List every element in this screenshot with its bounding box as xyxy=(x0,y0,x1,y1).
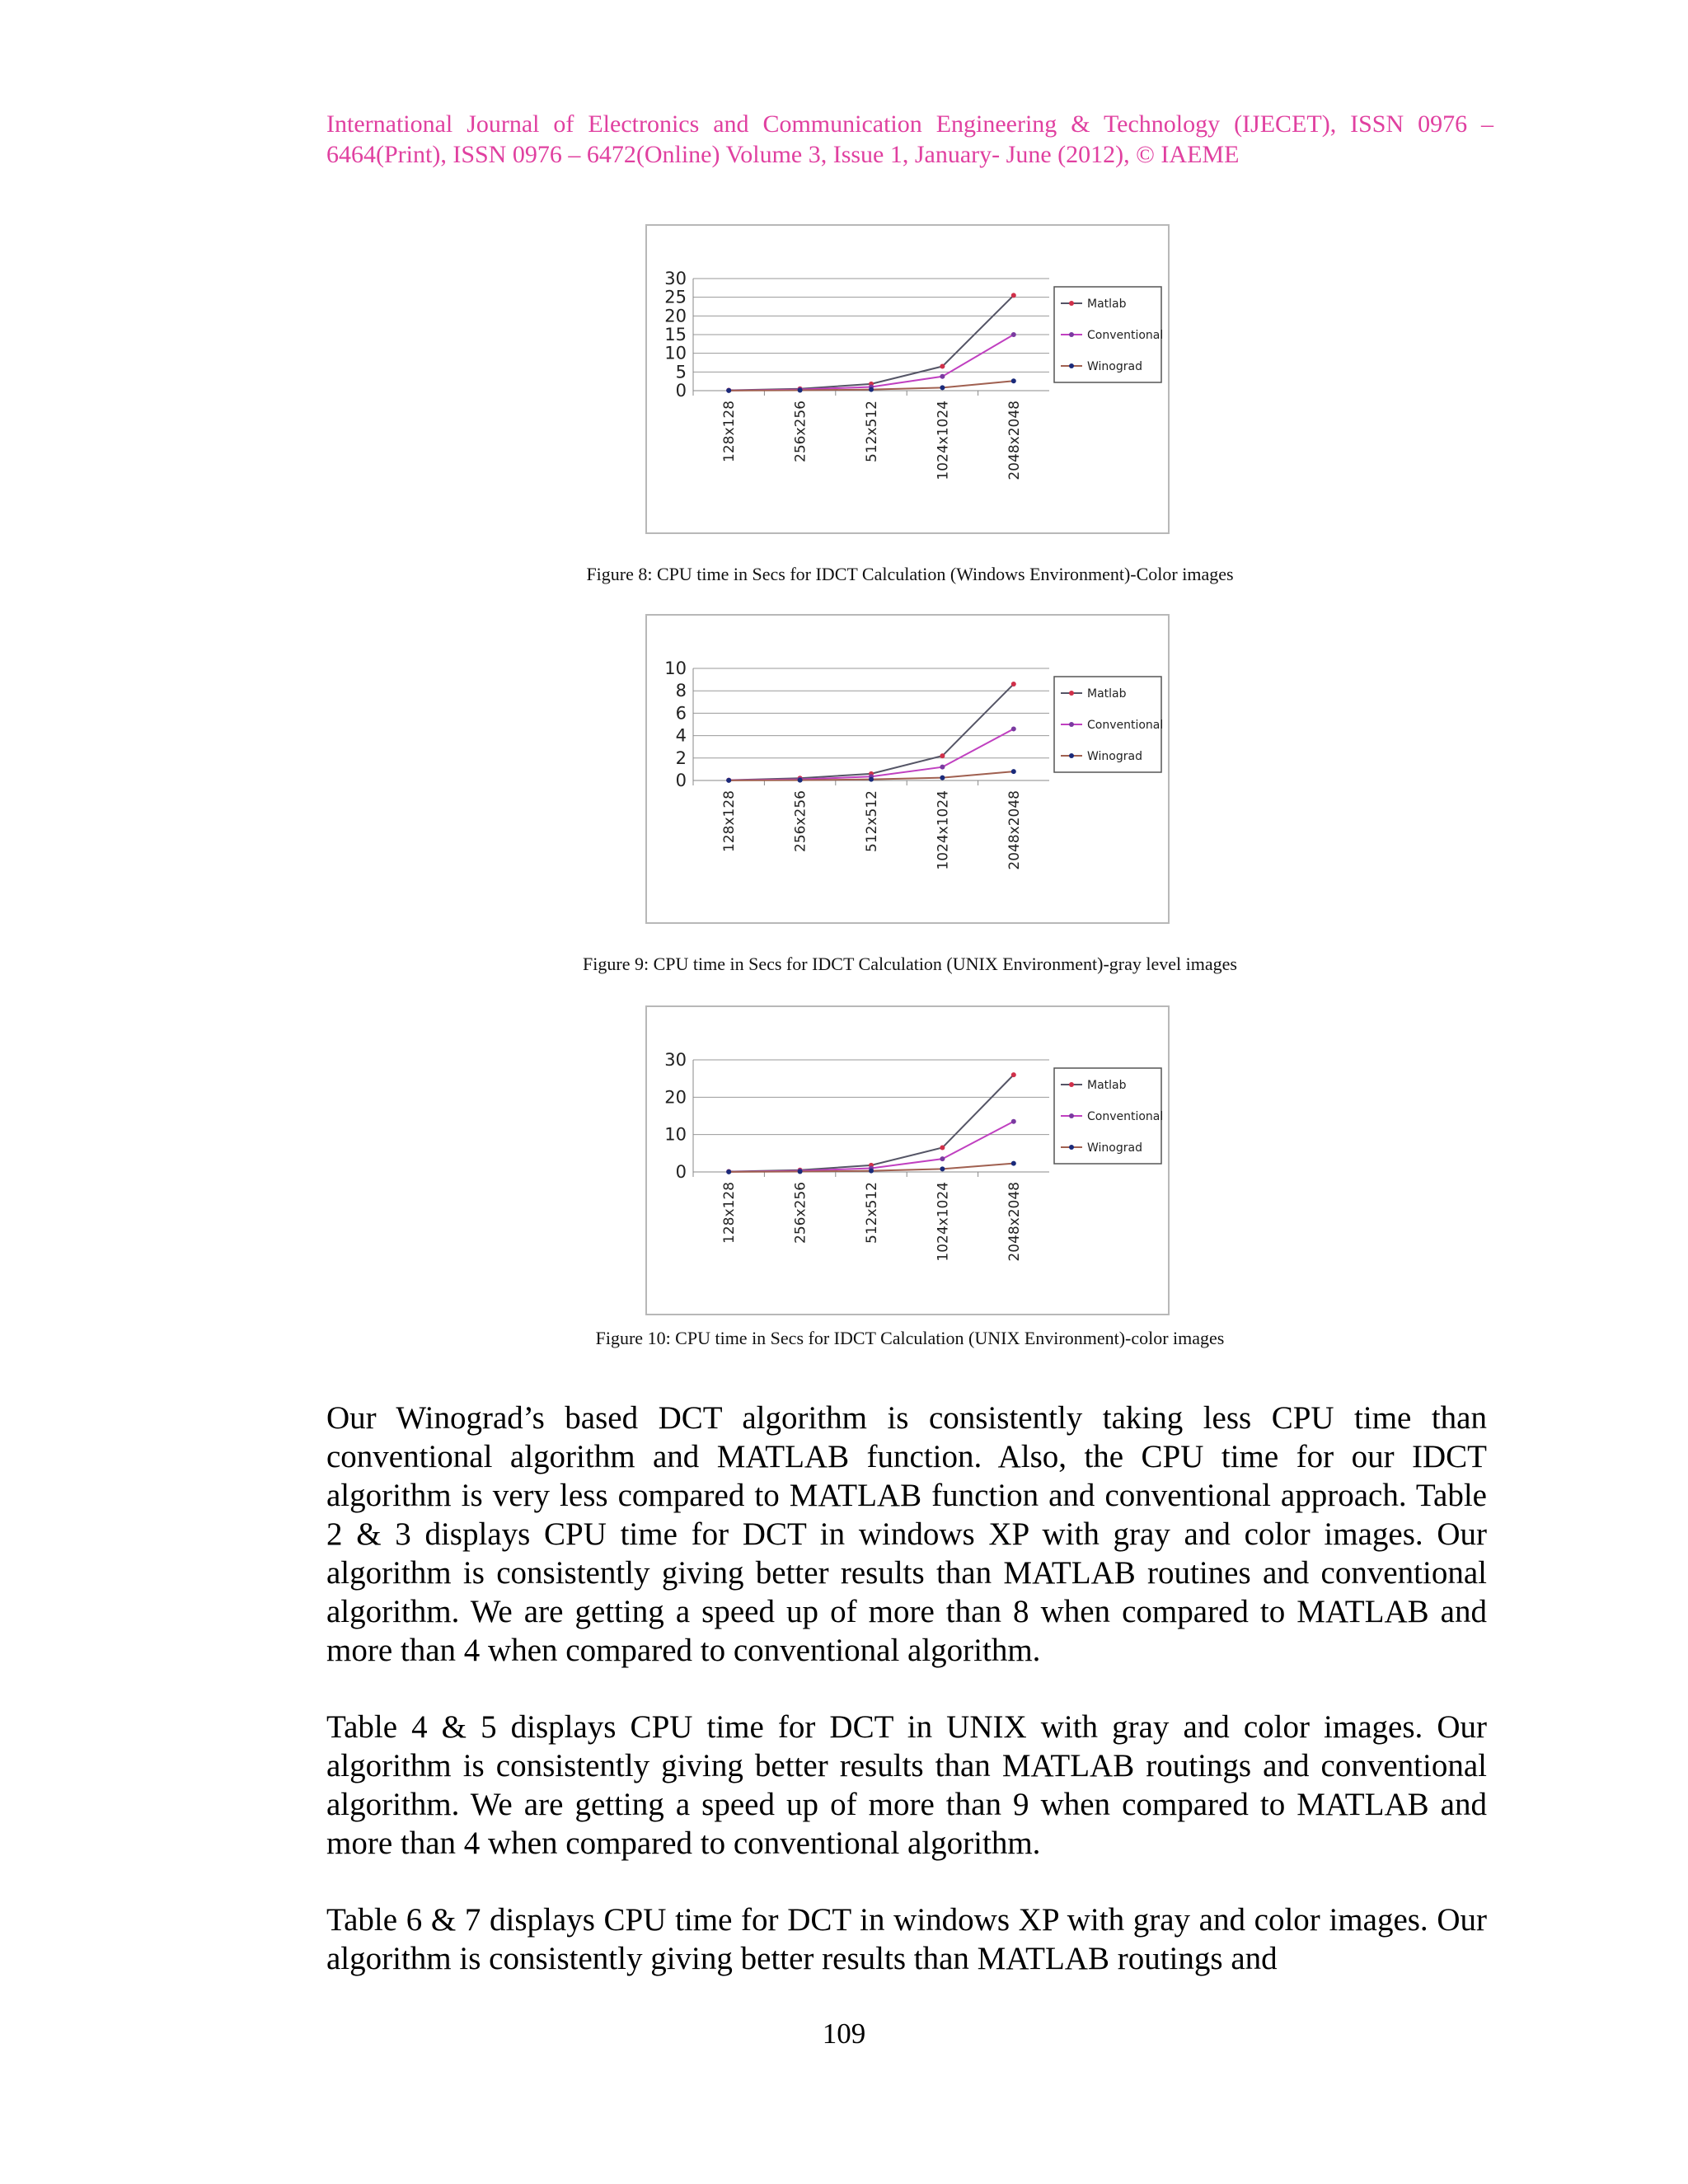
y-tick-label: 15 xyxy=(664,325,687,344)
series-line-matlab xyxy=(729,295,1014,390)
legend-swatch-marker xyxy=(1069,332,1074,337)
data-point-winograd xyxy=(798,388,803,393)
data-point-winograd xyxy=(869,387,874,392)
x-tick-label: 512x512 xyxy=(864,790,880,852)
figure-8-svg xyxy=(647,226,1168,532)
x-tick-label: 512x512 xyxy=(864,1182,880,1244)
x-tick-label: 128x128 xyxy=(721,790,738,852)
legend-swatch-marker xyxy=(1069,301,1074,306)
legend-entry: Matlab xyxy=(1087,687,1127,701)
data-point-matlab xyxy=(1011,682,1016,687)
data-point-winograd xyxy=(726,1169,731,1174)
legend-entry: Winograd xyxy=(1087,750,1142,763)
data-point-matlab xyxy=(940,753,945,758)
paragraph-2: Table 4 & 5 displays CPU time for DCT in UNIX with gray and color images. Our algorithm is consistently giving better results than MATLAB routings and conventional algorithm. We are getting a speed up of more than 9 when compared to MATLAB and more than 4 when compared to conventional algorithm. xyxy=(326,1709,1487,1861)
x-tick-label: 1024x1024 xyxy=(935,790,952,870)
legend-entry: Matlab xyxy=(1087,1079,1127,1092)
data-point-winograd xyxy=(726,388,731,393)
y-tick-label: 2 xyxy=(675,748,687,768)
data-point-matlab xyxy=(940,364,945,369)
x-tick-label: 512x512 xyxy=(864,401,880,462)
x-tick-label: 2048x2048 xyxy=(1006,401,1023,480)
figure-9-svg xyxy=(647,616,1168,922)
data-point-winograd xyxy=(798,778,803,783)
legend-swatch-marker xyxy=(1069,1145,1074,1150)
figure-10-svg xyxy=(647,1007,1168,1297)
data-point-conventional xyxy=(1011,1119,1016,1124)
y-tick-label: 0 xyxy=(675,381,687,401)
legend-entry: Conventional xyxy=(1087,719,1164,732)
legend-swatch-marker xyxy=(1069,1082,1074,1087)
y-tick-label: 4 xyxy=(675,725,687,746)
data-point-winograd xyxy=(940,776,945,780)
paragraph-1: Our Winograd’s based DCT algorithm is consistently taking less CPU time than conventional algorithm and MATLAB function. Also, the CPU time for our IDCT algorithm is very less compared to MATLAB function and conventional approach. Table 2 & 3 displays CPU time for DCT in windows XP with gray and color images. Our algorithm is consistently giving better results than MATLAB routines and conventional algorithm. We are getting a speed up of more than 8 when compared to MATLAB and more than 4 when compared to conventional algorithm. xyxy=(326,1400,1487,1668)
series-line-matlab xyxy=(729,684,1014,780)
data-point-winograd xyxy=(798,1169,803,1174)
legend-entry: Winograd xyxy=(1087,1141,1142,1155)
legend-entry: Conventional xyxy=(1087,329,1164,342)
x-tick-label: 256x256 xyxy=(792,401,809,462)
data-point-winograd xyxy=(869,777,874,782)
y-tick-label: 0 xyxy=(675,1162,687,1182)
figure-8-chart xyxy=(645,224,1170,534)
x-tick-label: 256x256 xyxy=(792,790,809,852)
data-point-winograd xyxy=(1011,378,1016,383)
y-tick-label: 20 xyxy=(664,306,687,326)
x-tick-label: 1024x1024 xyxy=(935,1182,952,1262)
data-point-conventional xyxy=(1011,332,1016,337)
x-tick-label: 2048x2048 xyxy=(1006,1182,1023,1262)
y-tick-label: 30 xyxy=(664,269,687,288)
y-tick-label: 30 xyxy=(664,1050,687,1070)
data-point-conventional xyxy=(940,1156,945,1161)
data-point-winograd xyxy=(1011,1161,1016,1166)
legend-entry: Conventional xyxy=(1087,1110,1164,1123)
x-tick-label: 256x256 xyxy=(792,1182,809,1244)
y-tick-label: 8 xyxy=(675,681,687,701)
data-point-winograd xyxy=(940,1166,945,1171)
legend-swatch-marker xyxy=(1069,363,1074,368)
x-tick-label: 2048x2048 xyxy=(1006,790,1023,870)
y-tick-label: 10 xyxy=(664,1124,687,1145)
page-number: 109 xyxy=(822,2018,866,2050)
figure-10-chart xyxy=(645,1005,1170,1315)
series-line-matlab xyxy=(729,1075,1014,1171)
y-tick-label: 5 xyxy=(675,362,687,382)
legend-swatch-marker xyxy=(1069,722,1074,727)
data-point-conventional xyxy=(940,765,945,770)
y-tick-label: 0 xyxy=(675,771,687,790)
data-point-winograd xyxy=(940,385,945,390)
figure-8-caption: Figure 8: CPU time in Secs for IDCT Calculation (Windows Environment)-Color images xyxy=(586,564,1234,584)
legend-swatch-marker xyxy=(1069,1113,1074,1118)
x-tick-label: 128x128 xyxy=(721,1182,738,1244)
legend-swatch-marker xyxy=(1069,691,1074,696)
figure-9-chart xyxy=(645,614,1170,924)
y-tick-label: 6 xyxy=(675,703,687,724)
y-tick-label: 20 xyxy=(664,1087,687,1108)
y-tick-label: 10 xyxy=(664,658,687,678)
data-point-matlab xyxy=(1011,293,1016,298)
y-tick-label: 10 xyxy=(664,343,687,363)
data-point-winograd xyxy=(726,778,731,783)
data-point-winograd xyxy=(869,1169,874,1174)
legend-swatch-marker xyxy=(1069,753,1074,758)
data-point-matlab xyxy=(1011,1072,1016,1077)
figure-9-caption: Figure 9: CPU time in Secs for IDCT Calculation (UNIX Environment)-gray level images xyxy=(583,954,1237,974)
legend-entry: Winograd xyxy=(1087,360,1142,373)
body-text xyxy=(326,1399,1487,2016)
data-point-conventional xyxy=(1011,726,1016,731)
y-tick-label: 25 xyxy=(664,287,687,307)
x-tick-label: 1024x1024 xyxy=(935,401,952,480)
x-tick-label: 128x128 xyxy=(721,401,738,462)
legend-entry: Matlab xyxy=(1087,298,1127,311)
journal-header: International Journal of Electronics and Communication Engineering & Technology (IJECET), ISSN 0976 – 6464(Print), ISSN 0976 – 6472(Online) Volume 3, Issue 1, January- June (2012), © IAEME xyxy=(326,110,1493,168)
data-point-matlab xyxy=(940,1146,945,1151)
data-point-conventional xyxy=(940,374,945,379)
data-point-winograd xyxy=(1011,769,1016,774)
figure-10-caption: Figure 10: CPU time in Secs for IDCT Calculation (UNIX Environment)-color images xyxy=(595,1328,1225,1348)
paragraph-3: Table 6 & 7 displays CPU time for DCT in windows XP with gray and color images. Our algorithm is consistently giving better results than MATLAB routings and xyxy=(326,1902,1487,1976)
